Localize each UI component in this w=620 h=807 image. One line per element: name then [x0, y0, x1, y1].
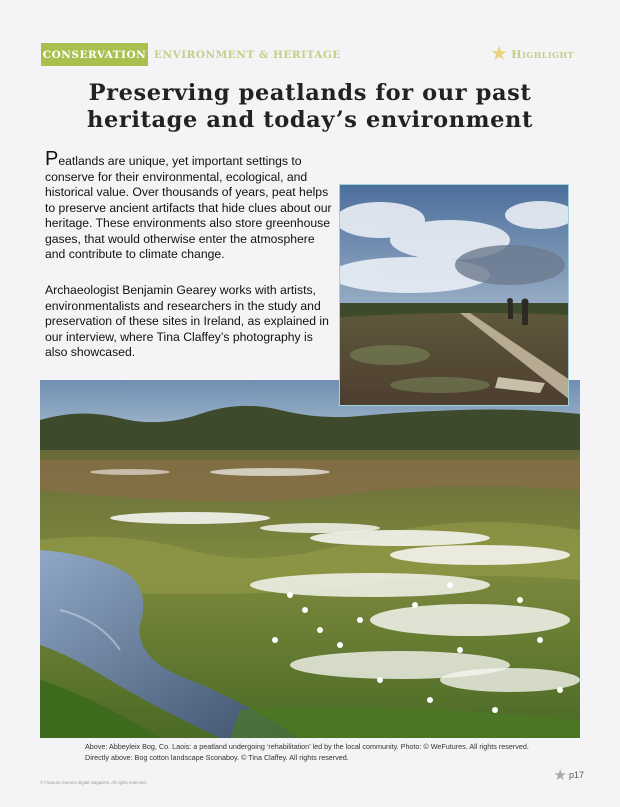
intro-paragraph: [45, 148, 335, 263]
intro-paragraph-text: eatlands are unique, yet important settings to conserve for their environmental, ecological, and historical value. Over thousands of years, peat helps to preserve ancient artifacts that hide clues about our heritage. These environments also store greenhouse gases, that would otherwise enter the atmosphere and contribute to climate change.: [45, 154, 332, 261]
star-icon: ★: [553, 767, 567, 784]
page-number-text: p17: [568, 770, 584, 780]
highlight-text: Highlight: [511, 48, 574, 61]
category-tag: ENVIRONMENT & HERITAGE: [154, 48, 341, 61]
page-number: [554, 766, 584, 784]
article-title: Preserving peatlands for our past heritage and today’s environment: [87, 80, 533, 133]
caption-line-1: Above: Abbeyleix Bog, Co. Laois: a peatland undergoing ‘rehabilitation’ led by the local community. Photo: © WeFutures. All rights reserved.: [85, 742, 529, 751]
copyright-notice: © Futurum Careers digital magazine. All rights reserved.: [40, 780, 147, 785]
boardwalk-photo: [339, 184, 569, 406]
bog-cotton-photo: [40, 380, 580, 738]
drop-cap: P: [45, 148, 59, 170]
highlight-label: [492, 43, 575, 66]
second-paragraph: Archaeologist Benjamin Gearey works with artists, environmentalists and researchers in the study and preservation of these sites in Ireland, as explained in our interview, where Tina Claffey’s photography is also showcased.: [45, 283, 329, 359]
section-tag: CONSERVATION: [41, 43, 148, 66]
star-icon: ★: [491, 44, 508, 64]
caption-line-2: Directly above: Bog cotton landscape Sconaboy. © Tina Claffey. All rights reserved.: [85, 753, 349, 762]
photo-captions: [85, 741, 565, 763]
